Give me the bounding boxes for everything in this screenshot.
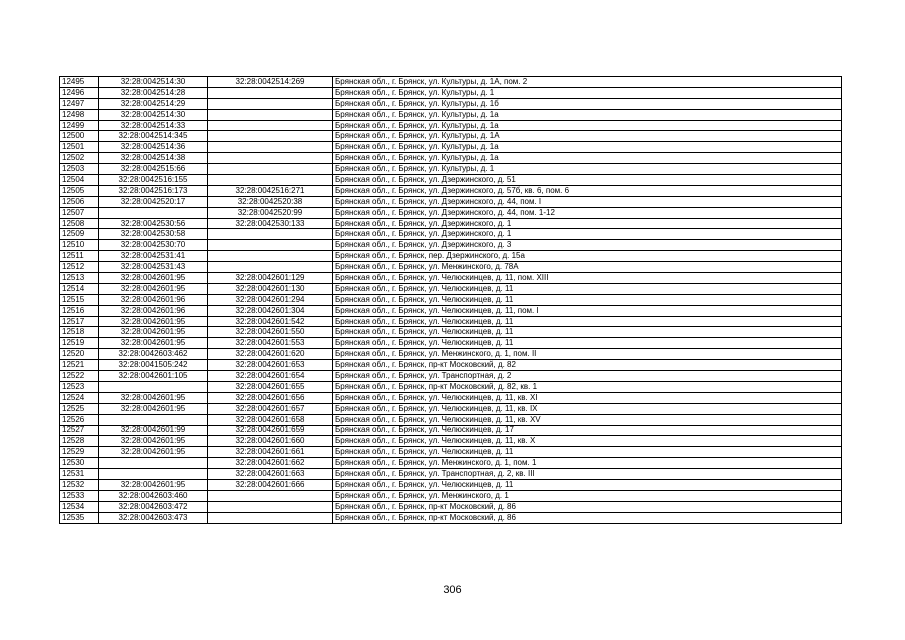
row-number-cell: 12535 bbox=[60, 512, 99, 523]
row-number-cell: 12530 bbox=[60, 458, 99, 469]
address-cell: Брянская обл., г. Брянск, ул. Челюскинцев, д. 11, кв. X bbox=[333, 436, 842, 447]
address-cell: Брянская обл., г. Брянск, ул. Менжинского, д. 1, пом. 1 bbox=[333, 458, 842, 469]
address-cell: Брянская обл., г. Брянск, ул. Дзержинского, д. 51 bbox=[333, 175, 842, 186]
parent-cadastral-number-cell: 32:28:0042601:660 bbox=[208, 436, 333, 447]
parent-cadastral-number-cell: 32:28:0042601:656 bbox=[208, 392, 333, 403]
parent-cadastral-number-cell: 32:28:0042601:658 bbox=[208, 414, 333, 425]
row-number-cell: 12526 bbox=[60, 414, 99, 425]
cadastral-number-cell: 32:28:0042531:43 bbox=[99, 262, 208, 273]
table-row bbox=[60, 360, 842, 371]
parent-cadastral-number-cell: 32:28:0042601:653 bbox=[208, 360, 333, 371]
address-cell: Брянская обл., г. Брянск, ул. Челюскинцев, д. 11 bbox=[333, 294, 842, 305]
cadastral-number-cell: 32:28:0042530:70 bbox=[99, 240, 208, 251]
table-row bbox=[60, 273, 842, 284]
table-row bbox=[60, 218, 842, 229]
address-cell: Брянская обл., г. Брянск, ул. Челюскинцев, д. 17 bbox=[333, 425, 842, 436]
table-row bbox=[60, 458, 842, 469]
parent-cadastral-number-cell: 32:28:0042601:666 bbox=[208, 479, 333, 490]
row-number-cell: 12532 bbox=[60, 479, 99, 490]
address-cell: Брянская обл., г. Брянск, ул. Культуры, д. 1 bbox=[333, 87, 842, 98]
cadastral-number-cell: 32:28:0042515:66 bbox=[99, 164, 208, 175]
table-row bbox=[60, 262, 842, 273]
address-cell: Брянская обл., г. Брянск, ул. Дзержинского, д. 57б, кв. 6, пом. 6 bbox=[333, 185, 842, 196]
table-row bbox=[60, 251, 842, 262]
address-cell: Брянская обл., г. Брянск, ул. Культуры, д. 1б bbox=[333, 98, 842, 109]
table-row bbox=[60, 469, 842, 480]
address-cell: Брянская обл., г. Брянск, ул. Челюскинцев, д. 11, кв. XI bbox=[333, 392, 842, 403]
parent-cadastral-number-cell: 32:28:0042516:271 bbox=[208, 185, 333, 196]
table-row bbox=[60, 425, 842, 436]
address-cell: Брянская обл., г. Брянск, ул. Челюскинцев, д. 11 bbox=[333, 316, 842, 327]
cadastral-number-cell: 32:28:0042603:460 bbox=[99, 490, 208, 501]
cadastral-number-cell: 32:28:0042530:56 bbox=[99, 218, 208, 229]
cadastral-number-cell: 32:28:0042516:155 bbox=[99, 175, 208, 186]
address-cell: Брянская обл., г. Брянск, ул. Челюскинцев, д. 11 bbox=[333, 447, 842, 458]
address-cell: Брянская обл., г. Брянск, ул. Менжинского, д. 1, пом. II bbox=[333, 349, 842, 360]
address-cell: Брянская обл., г. Брянск, пр-кт Московский, д. 86 bbox=[333, 501, 842, 512]
table-row bbox=[60, 414, 842, 425]
address-cell: Брянская обл., г. Брянск, ул. Менжинского, д. 78А bbox=[333, 262, 842, 273]
parent-cadastral-number-cell bbox=[208, 87, 333, 98]
row-number-cell: 12524 bbox=[60, 392, 99, 403]
row-number-cell: 12502 bbox=[60, 153, 99, 164]
cadastral-number-cell: 32:28:0042514:36 bbox=[99, 142, 208, 153]
parent-cadastral-number-cell bbox=[208, 229, 333, 240]
cadastral-number-cell: 32:28:0042601:99 bbox=[99, 425, 208, 436]
row-number-cell: 12518 bbox=[60, 327, 99, 338]
table-row bbox=[60, 98, 842, 109]
cadastral-number-cell: 32:28:0042601:95 bbox=[99, 273, 208, 284]
cadastral-number-cell: 32:28:0042514:33 bbox=[99, 120, 208, 131]
address-cell: Брянская обл., г. Брянск, ул. Челюскинцев, д. 11 bbox=[333, 479, 842, 490]
parent-cadastral-number-cell bbox=[208, 501, 333, 512]
parent-cadastral-number-cell bbox=[208, 240, 333, 251]
cadastral-number-cell: 32:28:0042603:473 bbox=[99, 512, 208, 523]
address-cell: Брянская обл., г. Брянск, пер. Дзержинского, д. 15а bbox=[333, 251, 842, 262]
parent-cadastral-number-cell bbox=[208, 98, 333, 109]
cadastral-number-cell bbox=[99, 469, 208, 480]
table-row bbox=[60, 196, 842, 207]
row-number-cell: 12496 bbox=[60, 87, 99, 98]
table-row bbox=[60, 479, 842, 490]
cadastral-number-cell: 32:28:0042514:29 bbox=[99, 98, 208, 109]
row-number-cell: 12510 bbox=[60, 240, 99, 251]
parent-cadastral-number-cell: 32:28:0042520:38 bbox=[208, 196, 333, 207]
address-cell: Брянская обл., г. Брянск, ул. Транспортная, д. 2, кв. III bbox=[333, 469, 842, 480]
row-number-cell: 12513 bbox=[60, 273, 99, 284]
row-number-cell: 12498 bbox=[60, 109, 99, 120]
table-row bbox=[60, 371, 842, 382]
cadastral-number-cell bbox=[99, 381, 208, 392]
parent-cadastral-number-cell: 32:28:0042601:659 bbox=[208, 425, 333, 436]
parent-cadastral-number-cell: 32:28:0042514:269 bbox=[208, 77, 333, 88]
address-cell: Брянская обл., г. Брянск, ул. Культуры, д. 1 bbox=[333, 164, 842, 175]
address-cell: Брянская обл., г. Брянск, ул. Культуры, д. 1а bbox=[333, 120, 842, 131]
table-row bbox=[60, 294, 842, 305]
row-number-cell: 12514 bbox=[60, 283, 99, 294]
row-number-cell: 12519 bbox=[60, 338, 99, 349]
address-cell: Брянская обл., г. Брянск, ул. Челюскинцев, д. 11 bbox=[333, 338, 842, 349]
table-row bbox=[60, 316, 842, 327]
address-cell: Брянская обл., г. Брянск, ул. Дзержинского, д. 1 bbox=[333, 229, 842, 240]
address-cell: Брянская обл., г. Брянск, ул. Дзержинского, д. 1 bbox=[333, 218, 842, 229]
cadastral-number-cell bbox=[99, 414, 208, 425]
table-row bbox=[60, 283, 842, 294]
address-cell: Брянская обл., г. Брянск, ул. Дзержинского, д. 44, пом. 1-12 bbox=[333, 207, 842, 218]
cadastral-number-cell: 32:28:0041505:242 bbox=[99, 360, 208, 371]
table-row bbox=[60, 436, 842, 447]
address-cell: Брянская обл., г. Брянск, пр-кт Московский, д. 82 bbox=[333, 360, 842, 371]
row-number-cell: 12528 bbox=[60, 436, 99, 447]
cadastral-number-cell: 32:28:0042601:105 bbox=[99, 371, 208, 382]
parent-cadastral-number-cell: 32:28:0042530:133 bbox=[208, 218, 333, 229]
table-row bbox=[60, 185, 842, 196]
table-row bbox=[60, 403, 842, 414]
row-number-cell: 12512 bbox=[60, 262, 99, 273]
address-cell: Брянская обл., г. Брянск, ул. Культуры, д. 1а bbox=[333, 153, 842, 164]
row-number-cell: 12525 bbox=[60, 403, 99, 414]
address-cell: Брянская обл., г. Брянск, ул. Челюскинцев, д. 11, кв. XV bbox=[333, 414, 842, 425]
table-row bbox=[60, 207, 842, 218]
address-cell: Брянская обл., г. Брянск, ул. Челюскинцев, д. 11 bbox=[333, 283, 842, 294]
address-cell: Брянская обл., г. Брянск, пр-кт Московский, д. 82, кв. 1 bbox=[333, 381, 842, 392]
cadastral-number-cell: 32:28:0042601:96 bbox=[99, 294, 208, 305]
table-row bbox=[60, 338, 842, 349]
row-number-cell: 12508 bbox=[60, 218, 99, 229]
parent-cadastral-number-cell: 32:28:0042601:130 bbox=[208, 283, 333, 294]
parent-cadastral-number-cell: 32:28:0042601:654 bbox=[208, 371, 333, 382]
address-cell: Брянская обл., г. Брянск, ул. Транспортная, д. 2 bbox=[333, 371, 842, 382]
row-number-cell: 12500 bbox=[60, 131, 99, 142]
parent-cadastral-number-cell bbox=[208, 490, 333, 501]
row-number-cell: 12515 bbox=[60, 294, 99, 305]
parent-cadastral-number-cell: 32:28:0042520:99 bbox=[208, 207, 333, 218]
row-number-cell: 12531 bbox=[60, 469, 99, 480]
address-cell: Брянская обл., г. Брянск, ул. Челюскинцев, д. 11, кв. IX bbox=[333, 403, 842, 414]
row-number-cell: 12516 bbox=[60, 305, 99, 316]
address-cell: Брянская обл., г. Брянск, ул. Культуры, д. 1А, пом. 2 bbox=[333, 77, 842, 88]
row-number-cell: 12503 bbox=[60, 164, 99, 175]
cadastral-number-cell: 32:28:0042603:472 bbox=[99, 501, 208, 512]
cadastral-number-cell: 32:28:0042601:95 bbox=[99, 403, 208, 414]
parent-cadastral-number-cell bbox=[208, 512, 333, 523]
parent-cadastral-number-cell: 32:28:0042601:553 bbox=[208, 338, 333, 349]
cadastral-number-cell: 32:28:0042601:95 bbox=[99, 316, 208, 327]
registry-table-body bbox=[60, 77, 842, 524]
table-row bbox=[60, 142, 842, 153]
address-cell: Брянская обл., г. Брянск, ул. Челюскинцев, д. 11, пом. I bbox=[333, 305, 842, 316]
row-number-cell: 12534 bbox=[60, 501, 99, 512]
row-number-cell: 12529 bbox=[60, 447, 99, 458]
table-row bbox=[60, 153, 842, 164]
parent-cadastral-number-cell bbox=[208, 120, 333, 131]
parent-cadastral-number-cell bbox=[208, 251, 333, 262]
address-cell: Брянская обл., г. Брянск, ул. Культуры, д. 1а bbox=[333, 142, 842, 153]
row-number-cell: 12527 bbox=[60, 425, 99, 436]
cadastral-number-cell: 32:28:0042514:30 bbox=[99, 109, 208, 120]
parent-cadastral-number-cell bbox=[208, 142, 333, 153]
cadastral-number-cell: 32:28:0042514:28 bbox=[99, 87, 208, 98]
address-cell: Брянская обл., г. Брянск, ул. Дзержинского, д. 3 bbox=[333, 240, 842, 251]
parent-cadastral-number-cell bbox=[208, 109, 333, 120]
row-number-cell: 12507 bbox=[60, 207, 99, 218]
cadastral-number-cell: 32:28:0042603:462 bbox=[99, 349, 208, 360]
cadastral-number-cell: 32:28:0042514:38 bbox=[99, 153, 208, 164]
cadastral-number-cell bbox=[99, 458, 208, 469]
cadastral-number-cell: 32:28:0042514:30 bbox=[99, 77, 208, 88]
parent-cadastral-number-cell bbox=[208, 153, 333, 164]
parent-cadastral-number-cell: 32:28:0042601:542 bbox=[208, 316, 333, 327]
cadastral-number-cell: 32:28:0042601:95 bbox=[99, 479, 208, 490]
parent-cadastral-number-cell: 32:28:0042601:661 bbox=[208, 447, 333, 458]
table-row bbox=[60, 349, 842, 360]
cadastral-number-cell: 32:28:0042601:95 bbox=[99, 327, 208, 338]
table-row bbox=[60, 392, 842, 403]
row-number-cell: 12506 bbox=[60, 196, 99, 207]
table-row bbox=[60, 87, 842, 98]
table-row bbox=[60, 164, 842, 175]
cadastral-number-cell: 32:28:0042531:41 bbox=[99, 251, 208, 262]
address-cell: Брянская обл., г. Брянск, ул. Челюскинцев, д. 11 bbox=[333, 327, 842, 338]
row-number-cell: 12495 bbox=[60, 77, 99, 88]
row-number-cell: 12509 bbox=[60, 229, 99, 240]
table-row bbox=[60, 305, 842, 316]
parent-cadastral-number-cell: 32:28:0042601:129 bbox=[208, 273, 333, 284]
address-cell: Брянская обл., г. Брянск, ул. Менжинского, д. 1 bbox=[333, 490, 842, 501]
parent-cadastral-number-cell: 32:28:0042601:304 bbox=[208, 305, 333, 316]
table-row bbox=[60, 490, 842, 501]
cadastral-number-cell: 32:28:0042601:95 bbox=[99, 436, 208, 447]
address-cell: Брянская обл., г. Брянск, ул. Дзержинского, д. 44, пом. I bbox=[333, 196, 842, 207]
table-row bbox=[60, 240, 842, 251]
parent-cadastral-number-cell: 32:28:0042601:662 bbox=[208, 458, 333, 469]
row-number-cell: 12499 bbox=[60, 120, 99, 131]
cadastral-number-cell: 32:28:0042601:95 bbox=[99, 283, 208, 294]
row-number-cell: 12523 bbox=[60, 381, 99, 392]
table-row bbox=[60, 501, 842, 512]
cadastral-number-cell: 32:28:0042514:345 bbox=[99, 131, 208, 142]
row-number-cell: 12497 bbox=[60, 98, 99, 109]
address-cell: Брянская обл., г. Брянск, пр-кт Московский, д. 86 bbox=[333, 512, 842, 523]
row-number-cell: 12521 bbox=[60, 360, 99, 371]
table-row bbox=[60, 381, 842, 392]
page-number: 306 bbox=[443, 584, 462, 596]
parent-cadastral-number-cell: 32:28:0042601:655 bbox=[208, 381, 333, 392]
parent-cadastral-number-cell bbox=[208, 164, 333, 175]
table-row bbox=[60, 120, 842, 131]
table-row bbox=[60, 327, 842, 338]
parent-cadastral-number-cell: 32:28:0042601:663 bbox=[208, 469, 333, 480]
parent-cadastral-number-cell bbox=[208, 131, 333, 142]
registry-table bbox=[59, 76, 842, 524]
table-row bbox=[60, 512, 842, 523]
parent-cadastral-number-cell bbox=[208, 175, 333, 186]
cadastral-number-cell: 32:28:0042516:173 bbox=[99, 185, 208, 196]
address-cell: Брянская обл., г. Брянск, ул. Культуры, д. 1А bbox=[333, 131, 842, 142]
cadastral-number-cell: 32:28:0042530:58 bbox=[99, 229, 208, 240]
row-number-cell: 12517 bbox=[60, 316, 99, 327]
parent-cadastral-number-cell: 32:28:0042601:620 bbox=[208, 349, 333, 360]
address-cell: Брянская обл., г. Брянск, ул. Челюскинцев, д. 11, пом. XIII bbox=[333, 273, 842, 284]
table-row bbox=[60, 77, 842, 88]
cadastral-number-cell: 32:28:0042601:95 bbox=[99, 447, 208, 458]
row-number-cell: 12511 bbox=[60, 251, 99, 262]
cadastral-number-cell: 32:28:0042601:96 bbox=[99, 305, 208, 316]
row-number-cell: 12520 bbox=[60, 349, 99, 360]
table-row bbox=[60, 229, 842, 240]
parent-cadastral-number-cell: 32:28:0042601:550 bbox=[208, 327, 333, 338]
table-row bbox=[60, 109, 842, 120]
parent-cadastral-number-cell: 32:28:0042601:294 bbox=[208, 294, 333, 305]
table-row bbox=[60, 447, 842, 458]
row-number-cell: 12501 bbox=[60, 142, 99, 153]
row-number-cell: 12504 bbox=[60, 175, 99, 186]
cadastral-number-cell bbox=[99, 207, 208, 218]
row-number-cell: 12505 bbox=[60, 185, 99, 196]
address-cell: Брянская обл., г. Брянск, ул. Культуры, д. 1а bbox=[333, 109, 842, 120]
row-number-cell: 12522 bbox=[60, 371, 99, 382]
table-row bbox=[60, 175, 842, 186]
table-row bbox=[60, 131, 842, 142]
row-number-cell: 12533 bbox=[60, 490, 99, 501]
cadastral-number-cell: 32:28:0042520:17 bbox=[99, 196, 208, 207]
cadastral-number-cell: 32:28:0042601:95 bbox=[99, 392, 208, 403]
cadastral-number-cell: 32:28:0042601:95 bbox=[99, 338, 208, 349]
parent-cadastral-number-cell: 32:28:0042601:657 bbox=[208, 403, 333, 414]
parent-cadastral-number-cell bbox=[208, 262, 333, 273]
